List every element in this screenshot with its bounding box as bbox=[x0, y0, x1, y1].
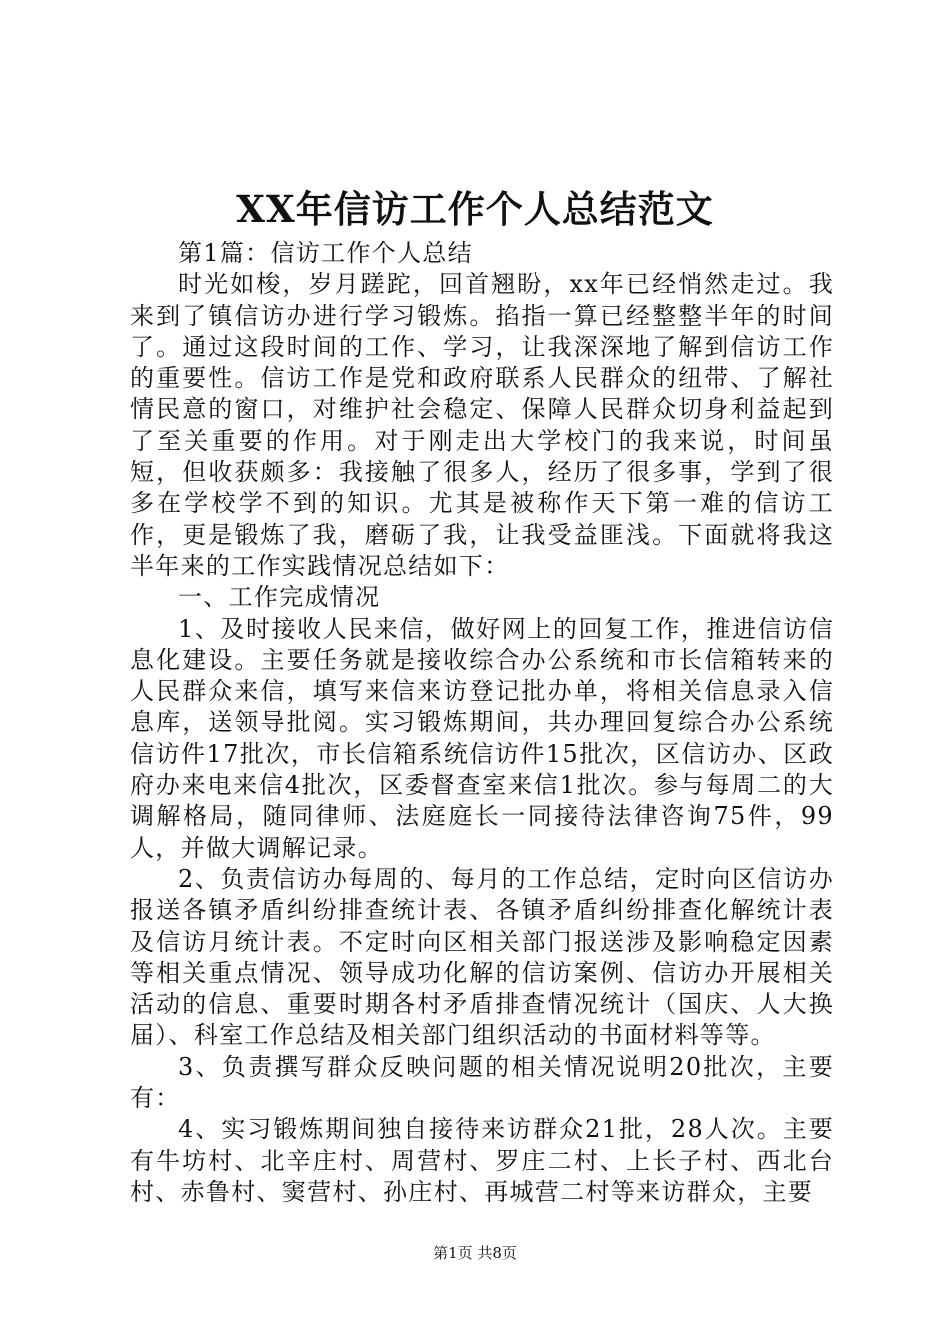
document-title: XX年信访工作个人总结范文 bbox=[236, 187, 714, 231]
page-total: 共8页 bbox=[477, 1244, 517, 1262]
page-footer bbox=[0, 1243, 950, 1263]
paragraph: 时光如梭，岁月蹉跎，回首翘盼，xx年已经悄然走过。我来到了镇信访办进行学习锻炼。掐指一算已经整整半年的时间了。通过这段时间的工作、学习，让我深深地了解到信访工作的重要性。信访工作是党和政府联系人民群众的纽带、了解社情民意的窗口，对维护社会稳定、保障人民群众切身利益起到了至关重要的作用。对于刚走出大学校门的我来说，时间虽短，但收获颇多：我接触了很多人，经历了很多事，学到了很多在学校学不到的知识。尤其是被称作天下第一难的信访工作，更是锻炼了我，磨砺了我，让我受益匪浅。下面就将我这半年来的工作实践情况总结如下： bbox=[130, 270, 834, 580]
paragraph: 2、负责信访办每周的、每月的工作总结，定时向区信访办报送各镇矛盾纠纷排查统计表、各镇矛盾纠纷排查化解统计表及信访月统计表。不定时向区相关部门报送涉及影响稳定因素等相关重点情况、领导成功化解的信访案例、信访办开展相关活动的信息、重要时期各村矛盾排查情况统计（国庆、人大换届）、科室工作总结及相关部门组织活动的书面材料等等。 bbox=[130, 864, 834, 1050]
document-body bbox=[130, 238, 834, 1208]
paragraph: 3、负责撰写群众反映问题的相关情况说明20批次，主要有： bbox=[130, 1052, 834, 1113]
section-heading: 第1篇：信访工作个人总结 bbox=[178, 239, 473, 267]
paragraph: 4、实习锻炼期间独自接待来访群众21批，28人次。主要有牛坊村、北辛庄村、周营村、罗庄二村、上长子村、西北台村、赤鲁村、窦营村、孙庄村、再城营二村等来访群众，主要 bbox=[130, 1115, 834, 1206]
subsection-heading: 一、工作完成情况 bbox=[178, 583, 381, 612]
paragraph: 1、及时接收人民来信，做好网上的回复工作，推进信访信息化建设。主要任务就是接收综合办公系统和市长信箱转来的人民群众来信，填写来信来访登记批办单，将相关信息录入信息库，送领导批阅。实习锻炼期间，共办理回复综合办公系统信访件17批次，市长信箱系统信访件15批次，区信访办、区政府办来电来信4批次，区委督查室来信1批次。参与每周二的大调解格局，随同律师、法庭庭长一同接待法律咨询75件，99人，并做大调解记录。 bbox=[130, 614, 834, 862]
page-number: 第1页 bbox=[433, 1244, 473, 1262]
